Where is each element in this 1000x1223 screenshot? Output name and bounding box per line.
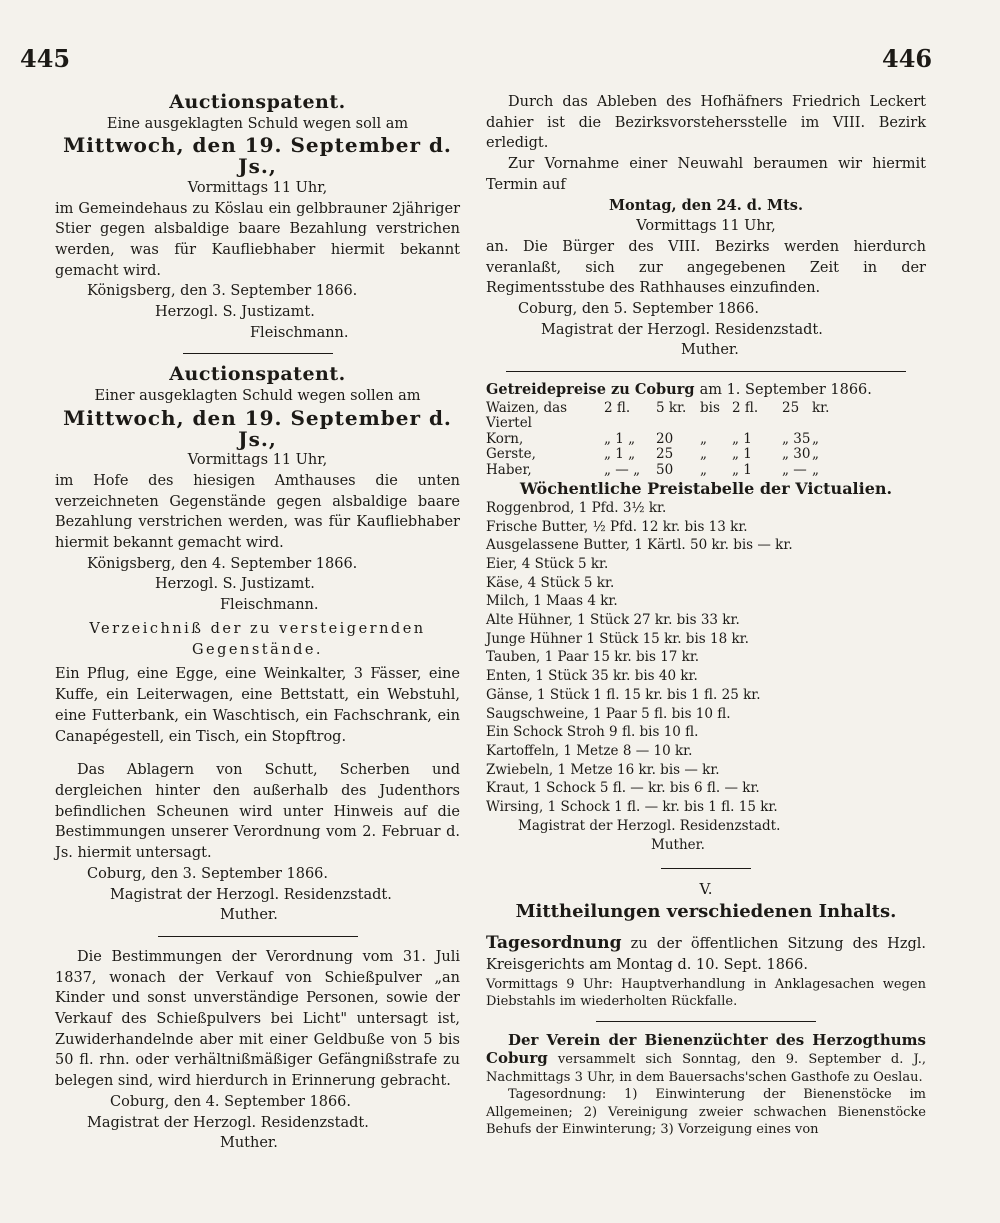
grain-price-cell: kr. — [812, 399, 830, 416]
court-agenda — [486, 933, 926, 1011]
grain-price-table — [486, 382, 926, 478]
grain-price-title-date: am 1. September 1866. — [699, 382, 872, 399]
victual-item: Alte Hühner, 1 Stück 27 kr. bis 33 kr. — [486, 612, 740, 629]
grain-price-cell: bis — [700, 399, 720, 416]
notice-signer: Fleischmann. — [220, 597, 319, 614]
divider — [183, 353, 333, 354]
divider — [661, 868, 751, 869]
victual-item: Ein Schock Stroh 9 fl. bis 10 fl. — [486, 724, 699, 741]
agenda-line: Vormittags 9 Uhr: Hauptverhandlung in Anklagesachen wegen Diebstahls im wiederholten Rückfalle. — [486, 976, 926, 1010]
divider — [158, 936, 358, 937]
notice-time: Vormittags 11 Uhr, — [636, 218, 776, 235]
beekeepers-lead: Der Verein der Bienenzüchter des Herzogthums Coburg — [486, 1030, 926, 1068]
notice-intro: Eine ausgeklagten Schuld wegen soll am — [106, 115, 409, 132]
grain-price-row — [486, 432, 926, 448]
victuals-title: Wöchentliche Preistabelle der Victualien. — [519, 479, 893, 499]
notice-gunpowder — [55, 947, 460, 1154]
section-numeral: V. — [699, 880, 713, 899]
notice-election — [486, 92, 926, 361]
grain-price-cell: Waizen, das Viertel — [486, 399, 568, 432]
grain-price-cell: „ — [700, 430, 707, 447]
grain-price-rows — [486, 401, 926, 479]
grain-price-cell: „ 30 — [782, 446, 811, 463]
victuals-price-table — [486, 480, 926, 854]
grain-price-cell: „ — „ — [604, 461, 641, 478]
notice-body: im Gemeindehaus zu Köslau ein gelbbrauner 2jähriger Stier gegen alsbaldige baare Bezahlung verstrichen werden, was für Kaufliebhaber hiermit bekannt gemacht wird. — [55, 200, 460, 279]
auction-notice-1 — [55, 92, 460, 343]
notice-office: Herzogl. S. Justizamt. — [155, 304, 315, 321]
victual-item: Gänse, 1 Stück 1 fl. 15 kr. bis 1 fl. 25 kr. — [486, 686, 761, 703]
grain-price-row — [486, 463, 926, 479]
notice-body-3: an. Die Bürger des VIII. Bezirks werden hierdurch veranlaßt, sich zur angegebenen Zeit in der Regimentsstube des Rathhauses einzufinden. — [486, 238, 926, 297]
grain-price-cell: Haber, — [486, 461, 532, 478]
victual-item: Roggenbrod, 1 Pfd. 3½ kr. — [486, 499, 667, 516]
notice-office: Magistrat der Herzogl. Residenzstadt. — [110, 886, 392, 903]
grain-price-cell: 5 kr. — [656, 399, 687, 416]
victual-item: Wirsing, 1 Schock 1 fl. — kr. bis 1 fl. 15 kr. — [486, 799, 778, 816]
notice-office: Magistrat der Herzogl. Residenzstadt. — [87, 1114, 369, 1131]
notice-body: im Hofe des hiesigen Amthauses die unten verzeichneten Gegenstände gegen alsbaldige baare Bezahlung verstrichen werden, was für Kaufliebhaber hiermit bekannt gemacht wird. — [55, 472, 460, 552]
grain-price-cell: 2 fl. — [604, 399, 631, 416]
notice-place-date: Königsberg, den 3. September 1866. — [87, 283, 358, 300]
grain-price-cell: „ — [812, 446, 819, 463]
notice-place-date: Coburg, den 5. September 1866. — [518, 301, 759, 318]
notice-place-date: Coburg, den 4. September 1866. — [110, 1093, 351, 1110]
notice-body: Das Ablagern von Schutt, Scherben und dergleichen hinter den außerhalb des Judenthors befindlichen Scheunen wird unter Hinweis auf die Bestimmungen unserer Verordnung vom 2. Februar d. Js. hiermit untersagt. — [55, 762, 460, 862]
auction-notice-2 — [55, 364, 460, 748]
notice-place-date: Coburg, den 3. September 1866. — [87, 865, 328, 882]
victual-item: Ausgelassene Butter, 1 Kärtl. 50 kr. bis — kr. — [486, 537, 793, 554]
notice-time: Vormittags 11 Uhr, — [187, 179, 328, 196]
victual-item: Eier, 4 Stück 5 kr. — [486, 555, 609, 572]
right-column — [486, 92, 926, 1139]
notice-time: Vormittags 11 Uhr, — [187, 452, 328, 469]
grain-price-cell: „ — [812, 430, 819, 447]
page-number-right: 446 — [882, 44, 933, 73]
notice-rubble — [55, 760, 460, 926]
notice-body: Durch das Ableben des Hofhäfners Friedrich Leckert dahier ist die Bezirksvorstehersstelle im VIII. Bezirk erledigt. — [486, 94, 926, 152]
grain-price-cell: „ 1 — [732, 446, 752, 463]
victual-item: Kraut, 1 Schock 5 fl. — kr. bis 6 fl. — kr. — [486, 780, 760, 797]
grain-price-title — [486, 382, 926, 399]
victual-item: Frische Butter, ½ Pfd. 12 kr. bis 13 kr. — [486, 518, 748, 535]
notice-office: Magistrat der Herzogl. Residenzstadt. — [541, 321, 823, 338]
grain-price-title-bold: Getreidepreise zu Coburg — [486, 381, 695, 399]
beekeepers-text: versammelt sich Sonntag, den 9. September d. J., Nachmittags 3 Uhr, in dem Bauersachs'schen Gasthofe zu Oeslau. — [486, 1052, 926, 1085]
notice-date: Montag, den 24. d. Mts. — [608, 196, 803, 214]
notice-place-date: Königsberg, den 4. September 1866. — [87, 555, 358, 572]
victual-item: Käse, 4 Stück 5 kr. — [486, 574, 615, 591]
notice-signer: Muther. — [220, 907, 278, 924]
victual-item: Enten, 1 Stück 35 kr. bis 40 kr. — [486, 668, 698, 685]
notice-date: Mittwoch, den 19. September d. Js., — [63, 133, 452, 179]
grain-price-cell: Gerste, — [486, 446, 536, 463]
grain-price-cell: Korn, — [486, 430, 524, 447]
grain-price-cell: 25 — [656, 446, 674, 463]
auction-list-title: Verzeichniß der zu versteigernden Gegenstände. — [89, 620, 426, 658]
victual-item: Saugschweine, 1 Paar 5 fl. bis 10 fl. — [486, 705, 731, 722]
victual-item: Kartoffeln, 1 Metze 8 — 10 kr. — [486, 742, 693, 759]
agenda-lead: Tagesordnung — [486, 932, 622, 953]
grain-price-cell: „ — [700, 446, 707, 463]
divider — [506, 371, 906, 372]
beekeepers-agenda: Tagesordnung: 1) Einwinterung der Bienenstöcke im Allgemeinen; 2) Vereinigung zweier schwachen Bienenstöcke Behufs der Einwinterung; 3) Vorzeigung eines von — [486, 1087, 926, 1138]
notice-signer: Muther. — [220, 1135, 278, 1152]
notice-signer: Fleischmann. — [250, 324, 349, 341]
grain-price-cell: „ — [812, 461, 819, 478]
notice-signer: Muther. — [681, 342, 739, 359]
grain-price-row — [486, 401, 926, 432]
left-column — [55, 92, 460, 1154]
grain-price-cell: „ 35 — [782, 430, 811, 447]
grain-price-cell: „ 1 „ — [604, 446, 636, 463]
victual-item: Zwiebeln, 1 Metze 16 kr. bis — kr. — [486, 761, 720, 778]
victuals-office: Magistrat der Herzogl. Residenzstadt. — [518, 817, 781, 834]
section-title: Mittheilungen verschiedenen Inhalts. — [515, 900, 897, 922]
victuals-list — [486, 499, 926, 817]
auction-objects: Ein Pflug, eine Egge, eine Weinkalter, 3 Fässer, eine Kuffe, ein Leiterwagen, eine Bettstatt, ein Webstuhl, eine Futterbank, ein Waschtisch, ein Fachschrank, ein Canapégestell, ein Tisch, ein Stopftrog. — [55, 666, 460, 746]
victual-item: Milch, 1 Maas 4 kr. — [486, 593, 618, 610]
notice-date: Mittwoch, den 19. September d. Js., — [63, 405, 452, 451]
victual-item: Tauben, 1 Paar 15 kr. bis 17 kr. — [486, 649, 700, 666]
grain-price-cell: „ 1 — [732, 461, 752, 478]
agenda-text: zu der öffentlichen Sitzung des Hzgl. Kreisgerichts am Montag d. 10. Sept. 1866. — [486, 935, 926, 973]
grain-price-cell: 2 fl. — [732, 399, 759, 416]
victuals-signer: Muther. — [651, 836, 705, 853]
notice-body: Die Bestimmungen der Verordnung vom 31. Juli 1837, wonach der Verkauf von Schießpulver „an Kinder und sonst unverständige Personen, sowie der Verkauf des Schießpulvers bei Licht" untersagt ist, Zuwiderhandelnde aber mit einer Geldbuße von 5 bis 50 fl. rhn. oder verhältnißmäßiger Gefängnißstrafe zu belegen sind, wird hierdurch in Erinnerung gebracht. — [55, 948, 460, 1090]
grain-price-cell: 20 — [656, 430, 674, 447]
grain-price-cell: 50 — [656, 461, 674, 478]
notice-body-2: Zur Vornahme einer Neuwahl beraumen wir hiermit Termin auf — [486, 156, 926, 193]
victual-item: Junge Hühner 1 Stück 15 kr. bis 18 kr. — [486, 630, 749, 647]
grain-price-cell: „ — — [782, 461, 807, 478]
grain-price-cell: 25 — [782, 399, 800, 416]
grain-price-row — [486, 447, 926, 463]
grain-price-cell: „ — [700, 461, 707, 478]
grain-price-cell: „ 1 — [732, 430, 752, 447]
beekeepers-notice — [486, 1032, 926, 1139]
notice-office: Herzogl. S. Justizamt. — [155, 576, 315, 593]
notice-intro: Einer ausgeklagten Schuld wegen sollen am — [94, 388, 421, 405]
divider — [596, 1021, 816, 1022]
notice-title: Auctionspatent. — [169, 363, 346, 386]
notice-title: Auctionspatent. — [169, 91, 346, 113]
grain-price-cell: „ 1 „ — [604, 430, 636, 447]
page-number-left: 445 — [20, 44, 71, 73]
